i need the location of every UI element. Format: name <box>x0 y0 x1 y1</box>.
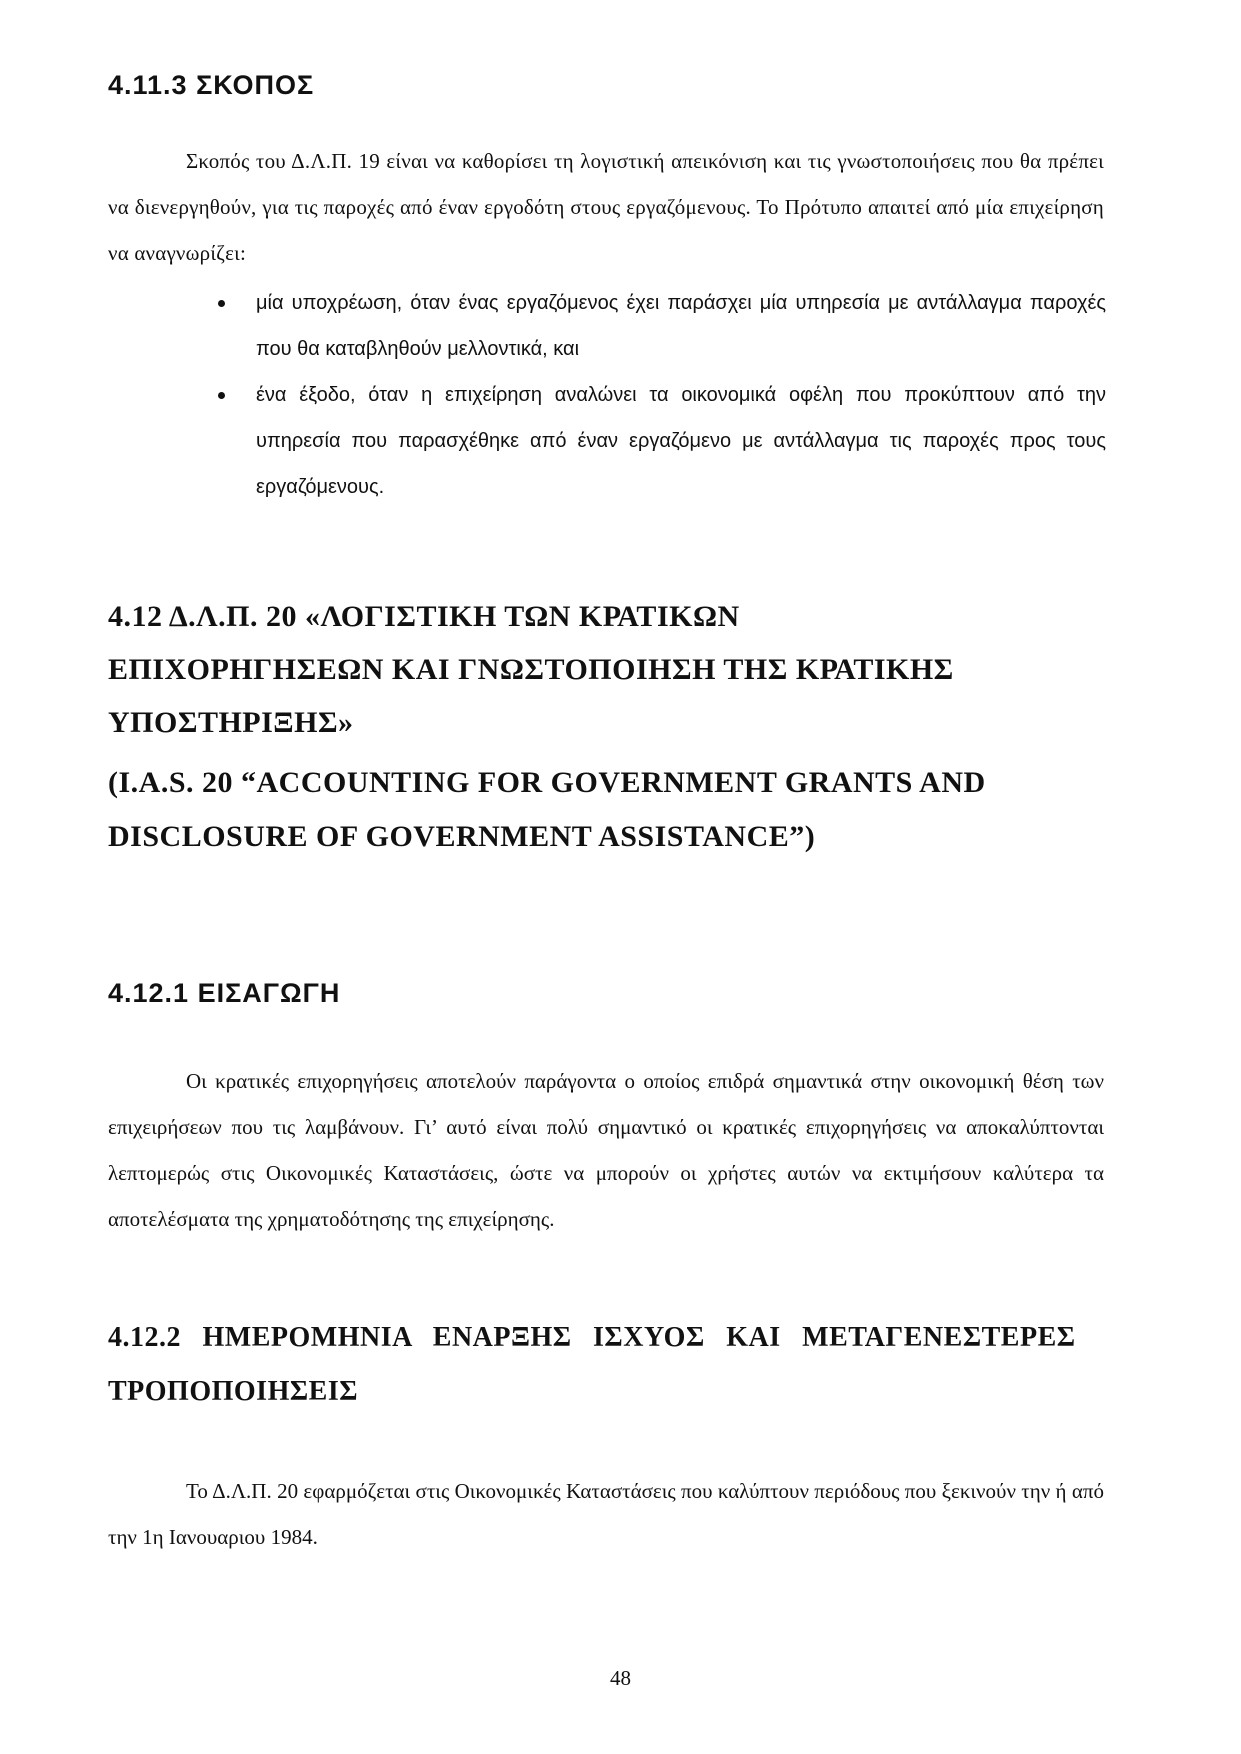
section-heading-4-12-2-line2: ΤΡΟΠΟΠΟΙΗΣΕΙΣ <box>108 1376 359 1407</box>
effective-date-paragraph <box>108 1468 1104 1560</box>
purpose-paragraph <box>108 138 1104 276</box>
section-heading-4-12-line2: ΕΠΙΧΟΡΗΓΗΣΕΩΝ ΚΑΙ ΓΝΩΣΤΟΠΟΙΗΣΗ ΤΗΣ ΚΡΑΤΙΚΗΣ <box>108 653 954 686</box>
recognition-list <box>200 280 1106 510</box>
bullet-icon <box>218 300 225 307</box>
introduction-paragraph <box>108 1058 1104 1242</box>
section-heading-4-12-2-line1: 4.12.2 ΗΜΕΡΟΜΗΝΙΑ ΕΝΑΡΞΗΣ ΙΣΧΥΟΣ ΚΑΙ ΜΕΤΑΓΕΝΕΣΤΕΡΕΣ <box>108 1322 1076 1353</box>
list-item-text: μία υποχρέωση, όταν ένας εργαζόμενος έχει παράσχει μία υπηρεσία με αντάλλαγμα παροχές που θα καταβληθούν μελλοντικά, και <box>256 292 1106 360</box>
section-heading-4-12-line3: ΥΠΟΣΤΗΡΙΞΗΣ» <box>108 706 354 739</box>
effective-date-text: Το Δ.Λ.Π. 20 εφαρμόζεται στις Οικονομικές Καταστάσεις που καλύπτουν περιόδους που ξεκινούν την ή από την 1η Ιανουαριου 1984. <box>108 1479 1104 1549</box>
list-item-text: ένα έξοδο, όταν η επιχείρηση αναλώνει τα οικονομικά οφέλη που προκύπτουν από την υπηρεσία που παρασχέθηκε από έναν εργαζόμενο με αντάλλαγμα τις παροχές προς τους εργαζόμενους. <box>256 384 1106 498</box>
section-heading-4-12-line1: 4.12 Δ.Λ.Π. 20 «ΛΟΓΙΣΤΙΚΗ ΤΩΝ ΚΡΑΤΙΚΩΝ <box>108 600 740 633</box>
purpose-text: Σκοπός του Δ.Λ.Π. 19 είναι να καθορίσει τη λογιστική απεικόνιση και τις γνωστοποιήσεις που θα πρέπει να διενεργηθούν, για τις παροχές από έναν εργοδότη στους εργαζόμενους. Το Πρότυπο απαιτεί από μία επιχείρηση να αναγνωρίζει: <box>108 149 1104 265</box>
list-item <box>200 280 1106 372</box>
section-heading-4-12-line4: (I.A.S. 20 “ACCOUNTING FOR GOVERNMENT GRANTS AND <box>108 766 986 799</box>
section-heading-4-12-line5: DISCLOSURE OF GOVERNMENT ASSISTANCE”) <box>108 820 816 853</box>
list-item <box>200 372 1106 510</box>
section-heading-4-12-1: 4.12.1 ΕΙΣΑΓΩΓΗ <box>108 978 341 1008</box>
bullet-icon <box>218 392 225 399</box>
page-number: 48 <box>610 1666 631 1690</box>
section-heading-4-11-3: 4.11.3 ΣΚΟΠΟΣ <box>108 70 315 100</box>
introduction-text: Οι κρατικές επιχορηγήσεις αποτελούν παράγοντα ο οποίος επιδρά σημαντικά στην οικονομική θέση των επιχειρήσεων που τις λαμβάνουν. Γι’ αυτό είναι πολύ σημαντικό οι κρατικές επιχορηγήσεις να αποκαλύπτονται λεπτομερώς στις Οικονομικές Καταστάσεις, ώστε να μπορούν οι χρήστες αυτών να εκτιμήσουν καλύτερα τα αποτελέσματα της χρηματοδότησης της επιχείρησης. <box>108 1069 1104 1231</box>
